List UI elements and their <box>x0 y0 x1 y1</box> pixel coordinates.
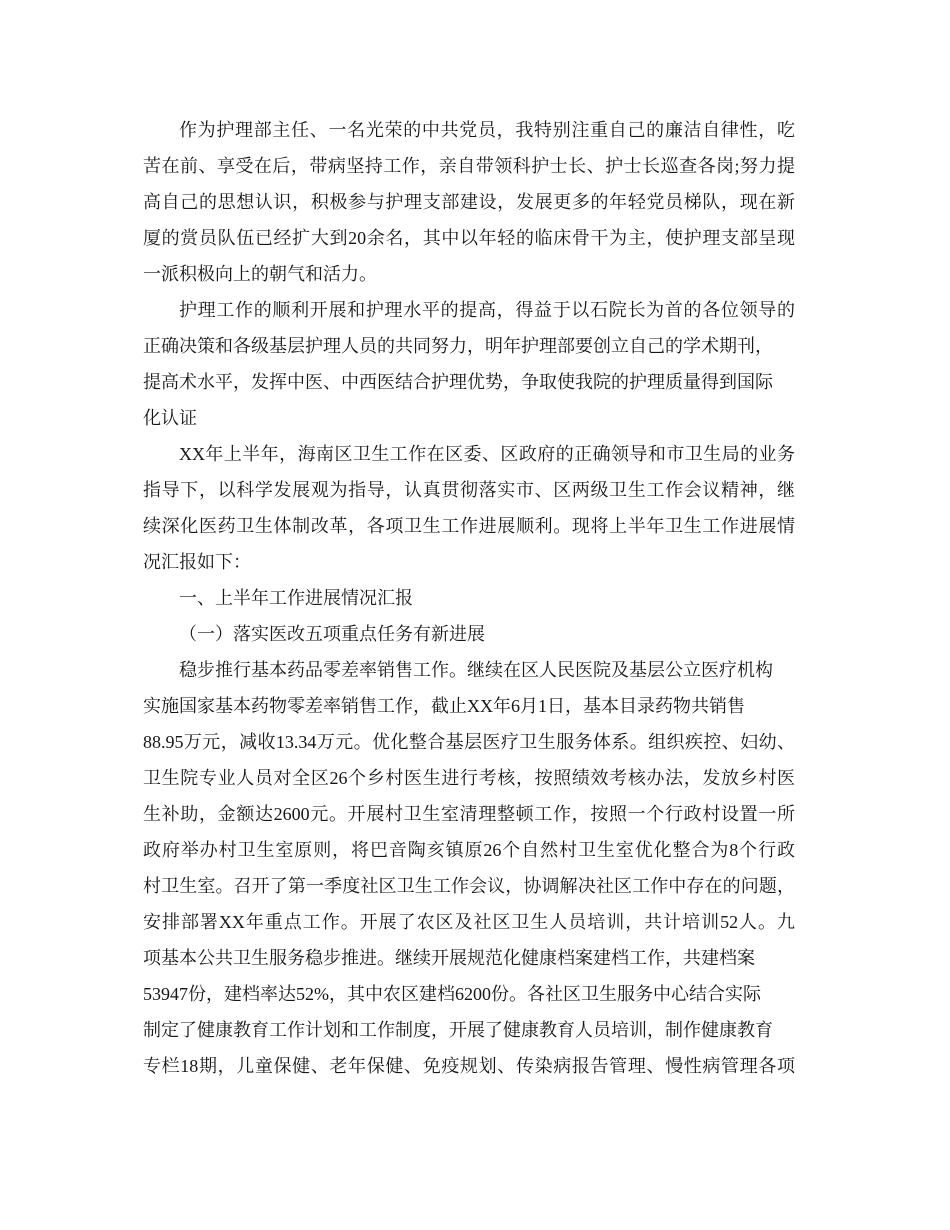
section-heading <box>143 580 795 616</box>
text-line: 卫生院专业人员对全区26个乡村医生进行考核，按照绩效考核办法，发放乡村医 <box>143 768 795 788</box>
text-line: 护理工作的顺利开展和护理水平的提高，得益于以石院长为首的各位领导的 <box>179 300 795 320</box>
paragraph-party-member <box>143 112 795 292</box>
text-line: 53947份，建档率达52%，其中农区建档6200份。各社区卫生服务中心结合实际 <box>143 984 761 1004</box>
text-line: 作为护理部主任、一名光荣的中共党员，我特别注重自己的廉洁自律性，吃 <box>179 120 795 140</box>
text-line: 化认证 <box>143 408 197 428</box>
text-line: 88.95万元，减收13.34万元。优化整合基层医疗卫生服务体系。组织疾控、妇幼、 <box>143 732 795 752</box>
heading-line: （一）落实医改五项重点任务有新进展 <box>179 624 485 644</box>
text-line: 一派积极向上的朝气和活力。 <box>143 264 377 284</box>
text-line: 指导下，以科学发展观为指导，认真贯彻落实市、区两级卫生工作会议精神，继 <box>143 480 795 500</box>
text-line: 正确决策和各级基层护理人员的共同努力，明年护理部要创立自己的学术期刊， <box>143 336 773 356</box>
text-line: 况汇报如下： <box>143 552 251 572</box>
text-line: 续深化医药卫生体制改革，各项卫生工作进展顺利。现将上半年卫生工作进展情 <box>143 516 795 536</box>
text-line: 生补助，金额达2600元。开展村卫生室清理整顿工作，按照一个行政村设置一所 <box>143 804 795 824</box>
paragraph-medical-reform <box>143 652 795 1084</box>
text-line: 专栏18期，儿童保健、老年保健、免疫规划、传染病报告管理、慢性病管理各项 <box>143 1056 795 1076</box>
text-line: 村卫生室。召开了第一季度社区卫生工作会议，协调解决社区工作中存在的问题， <box>143 876 795 896</box>
text-line: 稳步推行基本药品零差率销售工作。继续在区人民医院及基层公立医疗机构 <box>179 660 773 680</box>
text-line: 实施国家基本药物零差率销售工作，截止XX年6月1日，基本目录药物共销售 <box>143 696 745 716</box>
text-line: 项基本公共卫生服务稳步推进。继续开展规范化健康档案建档工作，共建档案 <box>143 948 755 968</box>
text-line: 安排部署XX年重点工作。开展了农区及社区卫生人员培训，共计培训52人。九 <box>143 912 795 932</box>
text-line: XX年上半年，海南区卫生工作在区委、区政府的正确领导和市卫生局的业务 <box>179 444 795 464</box>
text-line: 厦的赏员队伍已经扩大到20余名，其中以年轻的临床骨干为主，使护理支部呈现 <box>143 228 795 248</box>
text-line: 苦在前、享受在后，带病坚持工作，亲自带领科护士长、护士长巡查各岗;努力提 <box>143 156 795 176</box>
document-body <box>143 112 795 1084</box>
text-line: 制定了健康教育工作计划和工作制度，开展了健康教育人员培训，制作健康教育 <box>143 1020 773 1040</box>
subsection-heading <box>143 616 795 652</box>
heading-line: 一、上半年工作进展情况汇报 <box>179 588 413 608</box>
text-line: 提高术水平，发挥中医、中西医结合护理优势，争取使我院的护理质量得到国际 <box>143 372 773 392</box>
text-line: 高自己的思想认识，积极参与护理支部建设，发展更多的年轻党员梯队，现在新 <box>143 192 795 212</box>
paragraph-nursing-work <box>143 292 795 436</box>
paragraph-half-year-summary <box>143 436 795 580</box>
text-line: 政府举办村卫生室原则，将巴音陶亥镇原26个自然村卫生室优化整合为8个行政 <box>143 840 795 860</box>
